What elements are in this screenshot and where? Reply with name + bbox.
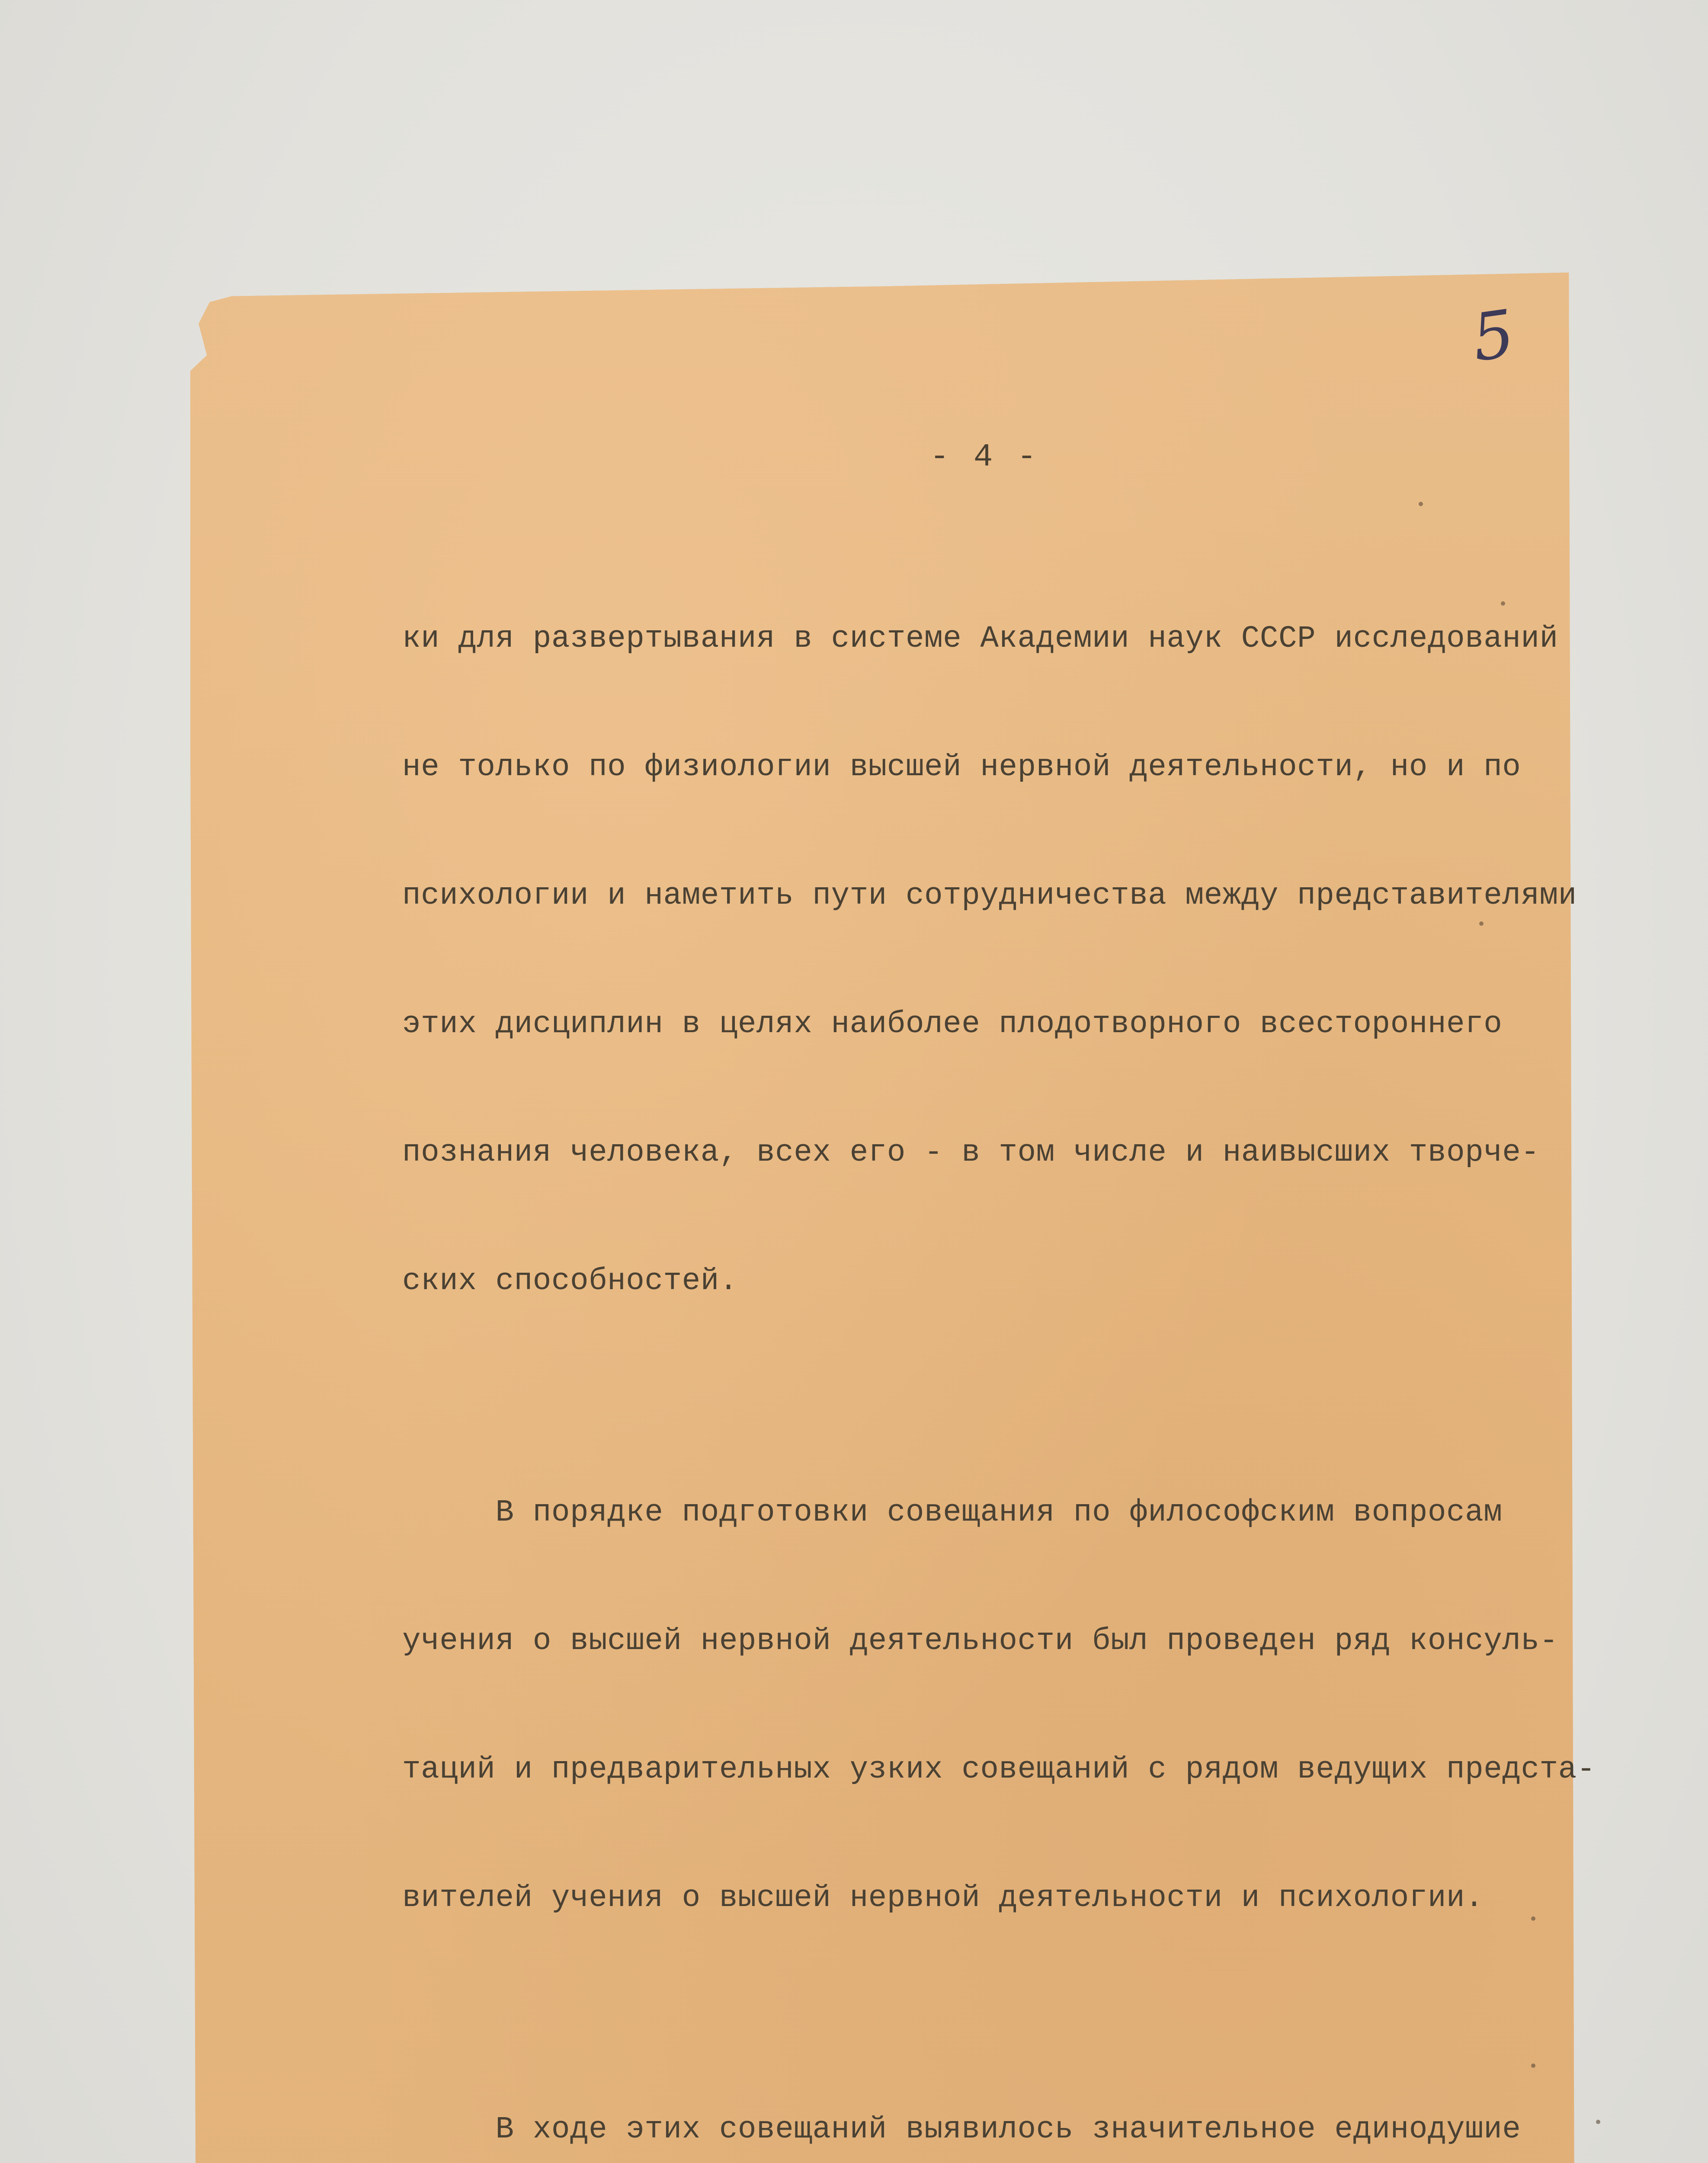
text-line: не только по физиологии высшей нервной деятельности, но и по bbox=[402, 750, 1521, 785]
paper-speck bbox=[1531, 1916, 1535, 1921]
text-line: познания человека, всех его - в том числе и наивысших творче- bbox=[402, 1136, 1540, 1170]
paragraph-2 bbox=[402, 1406, 1596, 2006]
text-line: психологии и наметить пути сотрудничества между представителями bbox=[402, 879, 1577, 913]
document-body bbox=[402, 532, 1596, 2163]
paragraph-1 bbox=[402, 532, 1577, 1389]
text-line: этих дисциплин в целях наиболее плодотворного всестороннего bbox=[402, 1007, 1503, 1042]
text-line: вителей учения о высшей нервной деятельности и психологии. bbox=[402, 1881, 1484, 1916]
paper-speck bbox=[1596, 2120, 1600, 2124]
paper-speck bbox=[1531, 2064, 1535, 2068]
text-line: В ходе этих совещаний выявилось значительное единодушие bbox=[402, 2112, 1521, 2147]
paragraph-3 bbox=[402, 2023, 1548, 2163]
text-line: ских способностей. bbox=[402, 1264, 738, 1299]
text-line: таций и предварительных узких совещаний с рядом ведущих предста- bbox=[402, 1752, 1596, 1787]
paper-speck bbox=[1419, 502, 1423, 506]
page-number: - 4 - bbox=[930, 439, 1039, 475]
text-line: ки для развертывания в системе Академии наук СССР исследований bbox=[402, 622, 1558, 656]
text-line: учения о высшей нервной деятельности был проведен ряд консуль- bbox=[402, 1624, 1558, 1659]
text-line: В порядке подготовки совещания по философским вопросам bbox=[402, 1495, 1503, 1530]
handwritten-folio-number: 5 bbox=[1468, 296, 1519, 376]
paper-speck bbox=[1479, 921, 1484, 926]
paper-speck bbox=[1501, 601, 1505, 606]
